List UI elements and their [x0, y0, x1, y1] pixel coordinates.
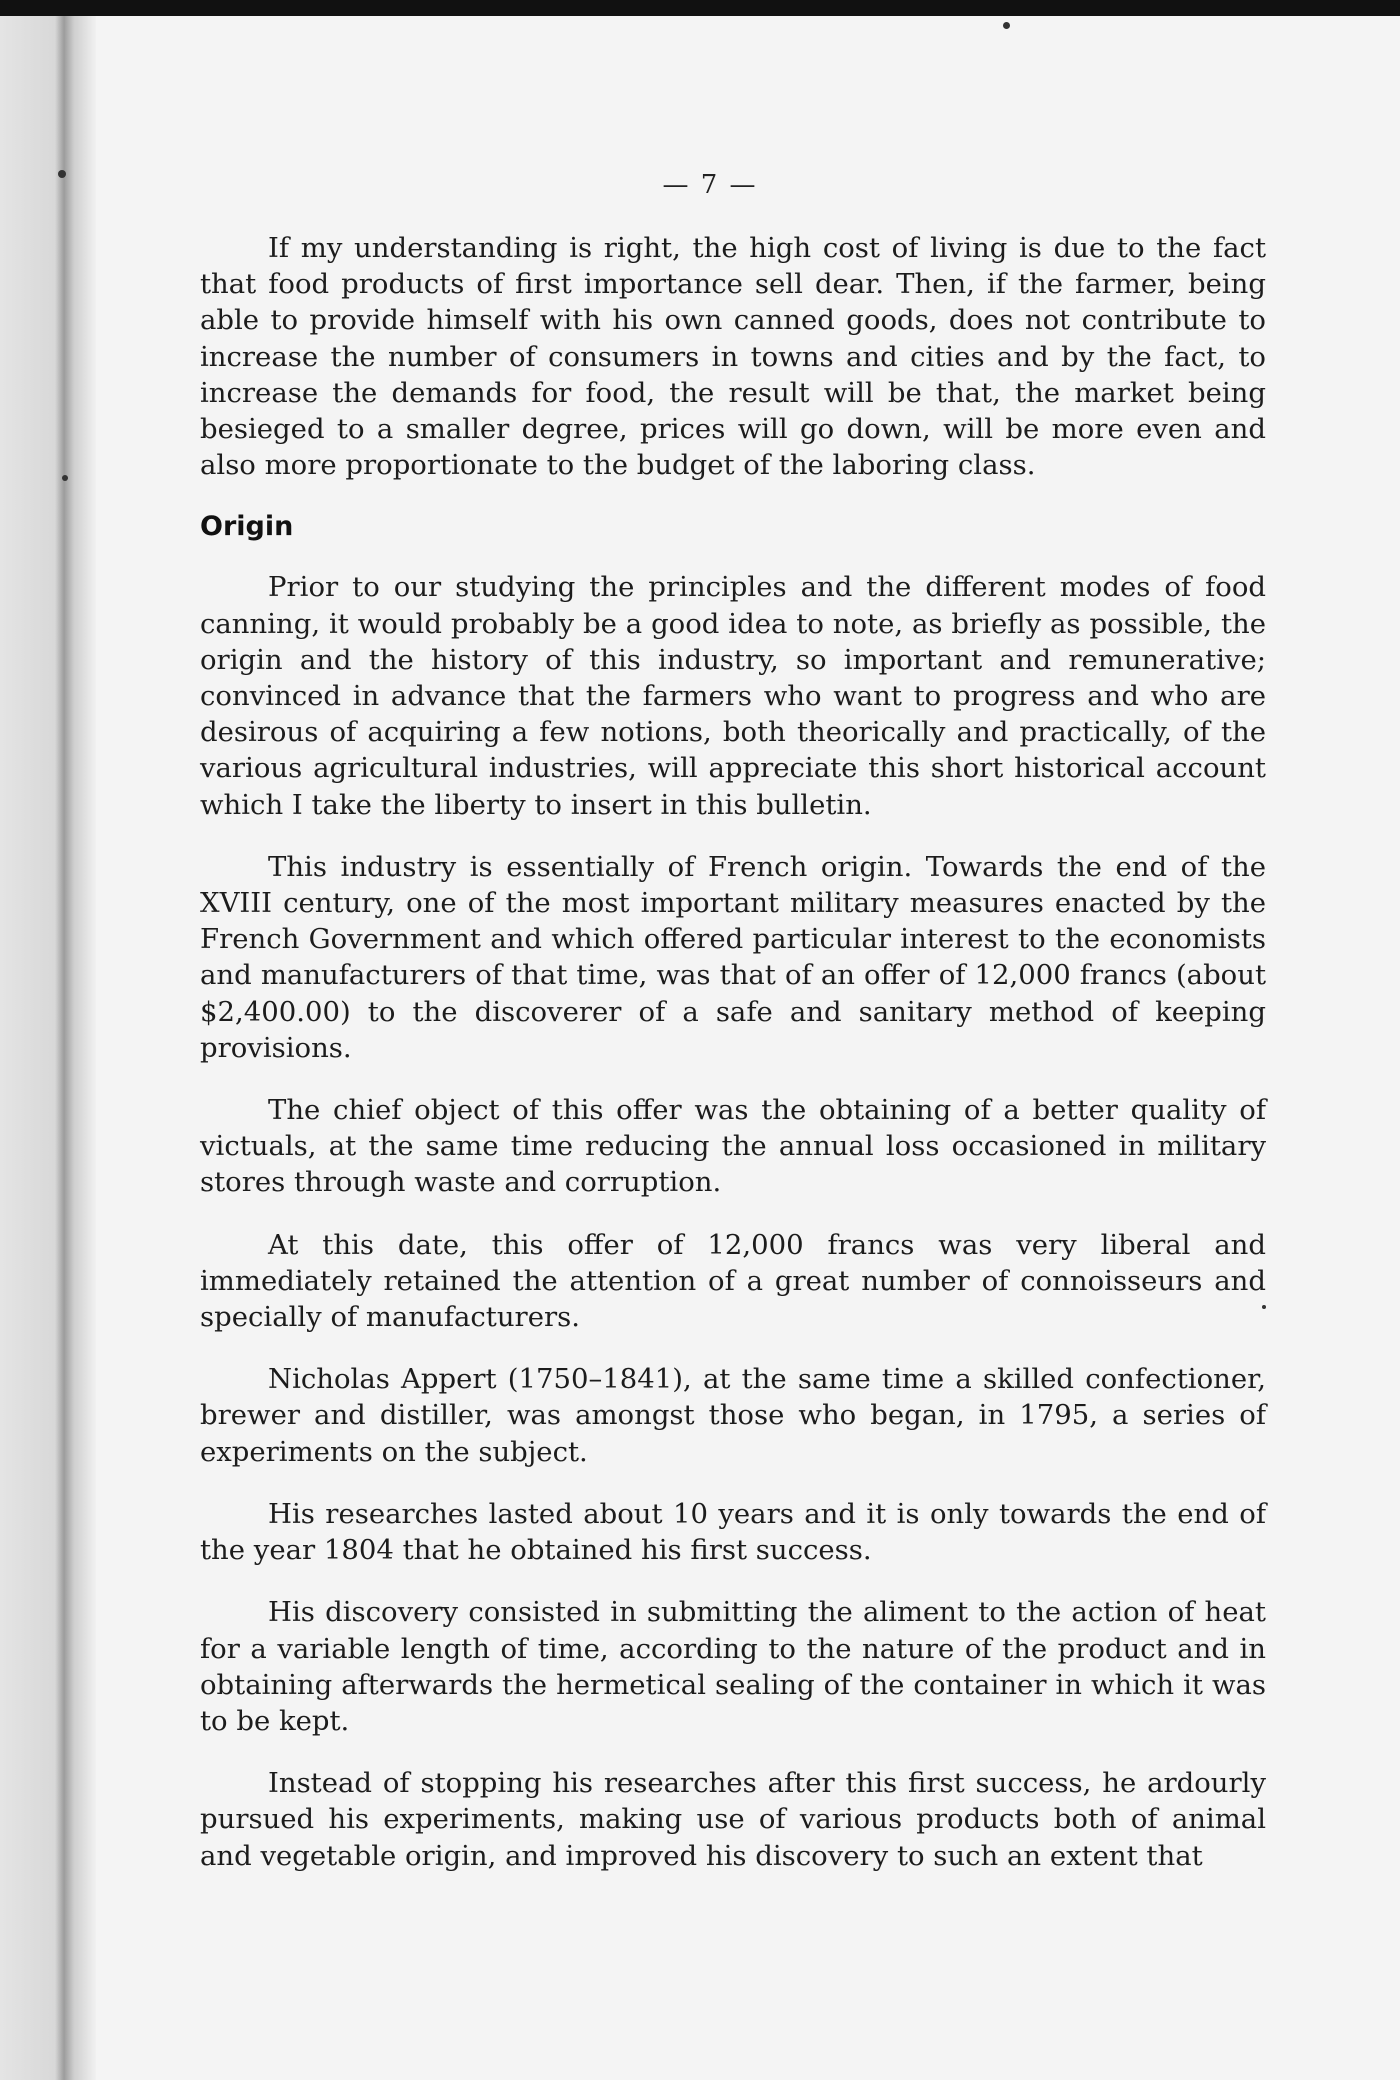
scan-speck — [1003, 22, 1010, 29]
paragraph: Nicholas Appert (1750–1841), at the same time a skilled confectioner, brewer and distiller, was amongst those who began, in 1795, a series of experiments on the subject. — [200, 1363, 1266, 1468]
page-number: — 7 — — [662, 170, 758, 200]
paragraph: The chief object of this offer was the obtaining of a better quality of victuals, at the same time reducing the annual loss occasioned in military stores through waste and corruption. — [200, 1094, 1266, 1199]
binding-gutter-shadow — [0, 16, 96, 2080]
paragraph: Prior to our studying the principles and the different modes of food canning, it would probably be a good idea to note, as briefly as possible, the origin and the history of this industry, so important and remunerative; convinced in advance that the farmers who want to progress and who are desirous of acquiring a few notions, both theorically and practically, of the various agricultural industries, will appreciate this short historical account which I take the liberty to insert in this bulletin. — [200, 571, 1266, 821]
paragraph: Instead of stopping his researches after this first success, he ardourly pursued his experiments, making use of various products both of animal and vegetable origin, and improved his discovery to such an extent that — [200, 1767, 1266, 1872]
paragraph: If my understanding is right, the high cost of living is due to the fact that food products of first importance sell dear. Then, if the farmer, being able to provide himself with his own canned goods, does not contribute to increase the number of consumers in towns and cities and by the fact, to increase the demands for food, the result will be that, the market being besieged to a smaller degree, prices will go down, will be more even and also more proportionate to the budget of the laboring class. — [200, 232, 1266, 482]
paragraph: His researches lasted about 10 years and it is only towards the end of the year 1804 that he obtained his first success. — [200, 1497, 1266, 1567]
paragraph: This industry is essentially of French origin. Towards the end of the XVIII century, one of the most important military measures enacted by the French Government and which offered particular interest to the economists and manufacturers of that time, was that of an offer of 12,000 francs (about $2,400.00) to the discoverer of a safe and sanitary method of keeping provisions. — [200, 850, 1266, 1064]
paragraph: At this date, this offer of 12,000 francs was very liberal and immediately retained the attention of a great number of connoisseurs and specially of manufacturers. — [200, 1228, 1266, 1334]
section-heading: Origin — [200, 511, 294, 543]
paragraph: His discovery consisted in submitting the aliment to the action of heat for a variable length of time, according to the nature of the product and in obtaining afterwards the hermetical sealing of the container in which it was to be kept. — [200, 1596, 1266, 1737]
scan-top-edge — [0, 0, 1400, 16]
scan-speck — [62, 475, 68, 481]
document-body — [200, 230, 1266, 1900]
